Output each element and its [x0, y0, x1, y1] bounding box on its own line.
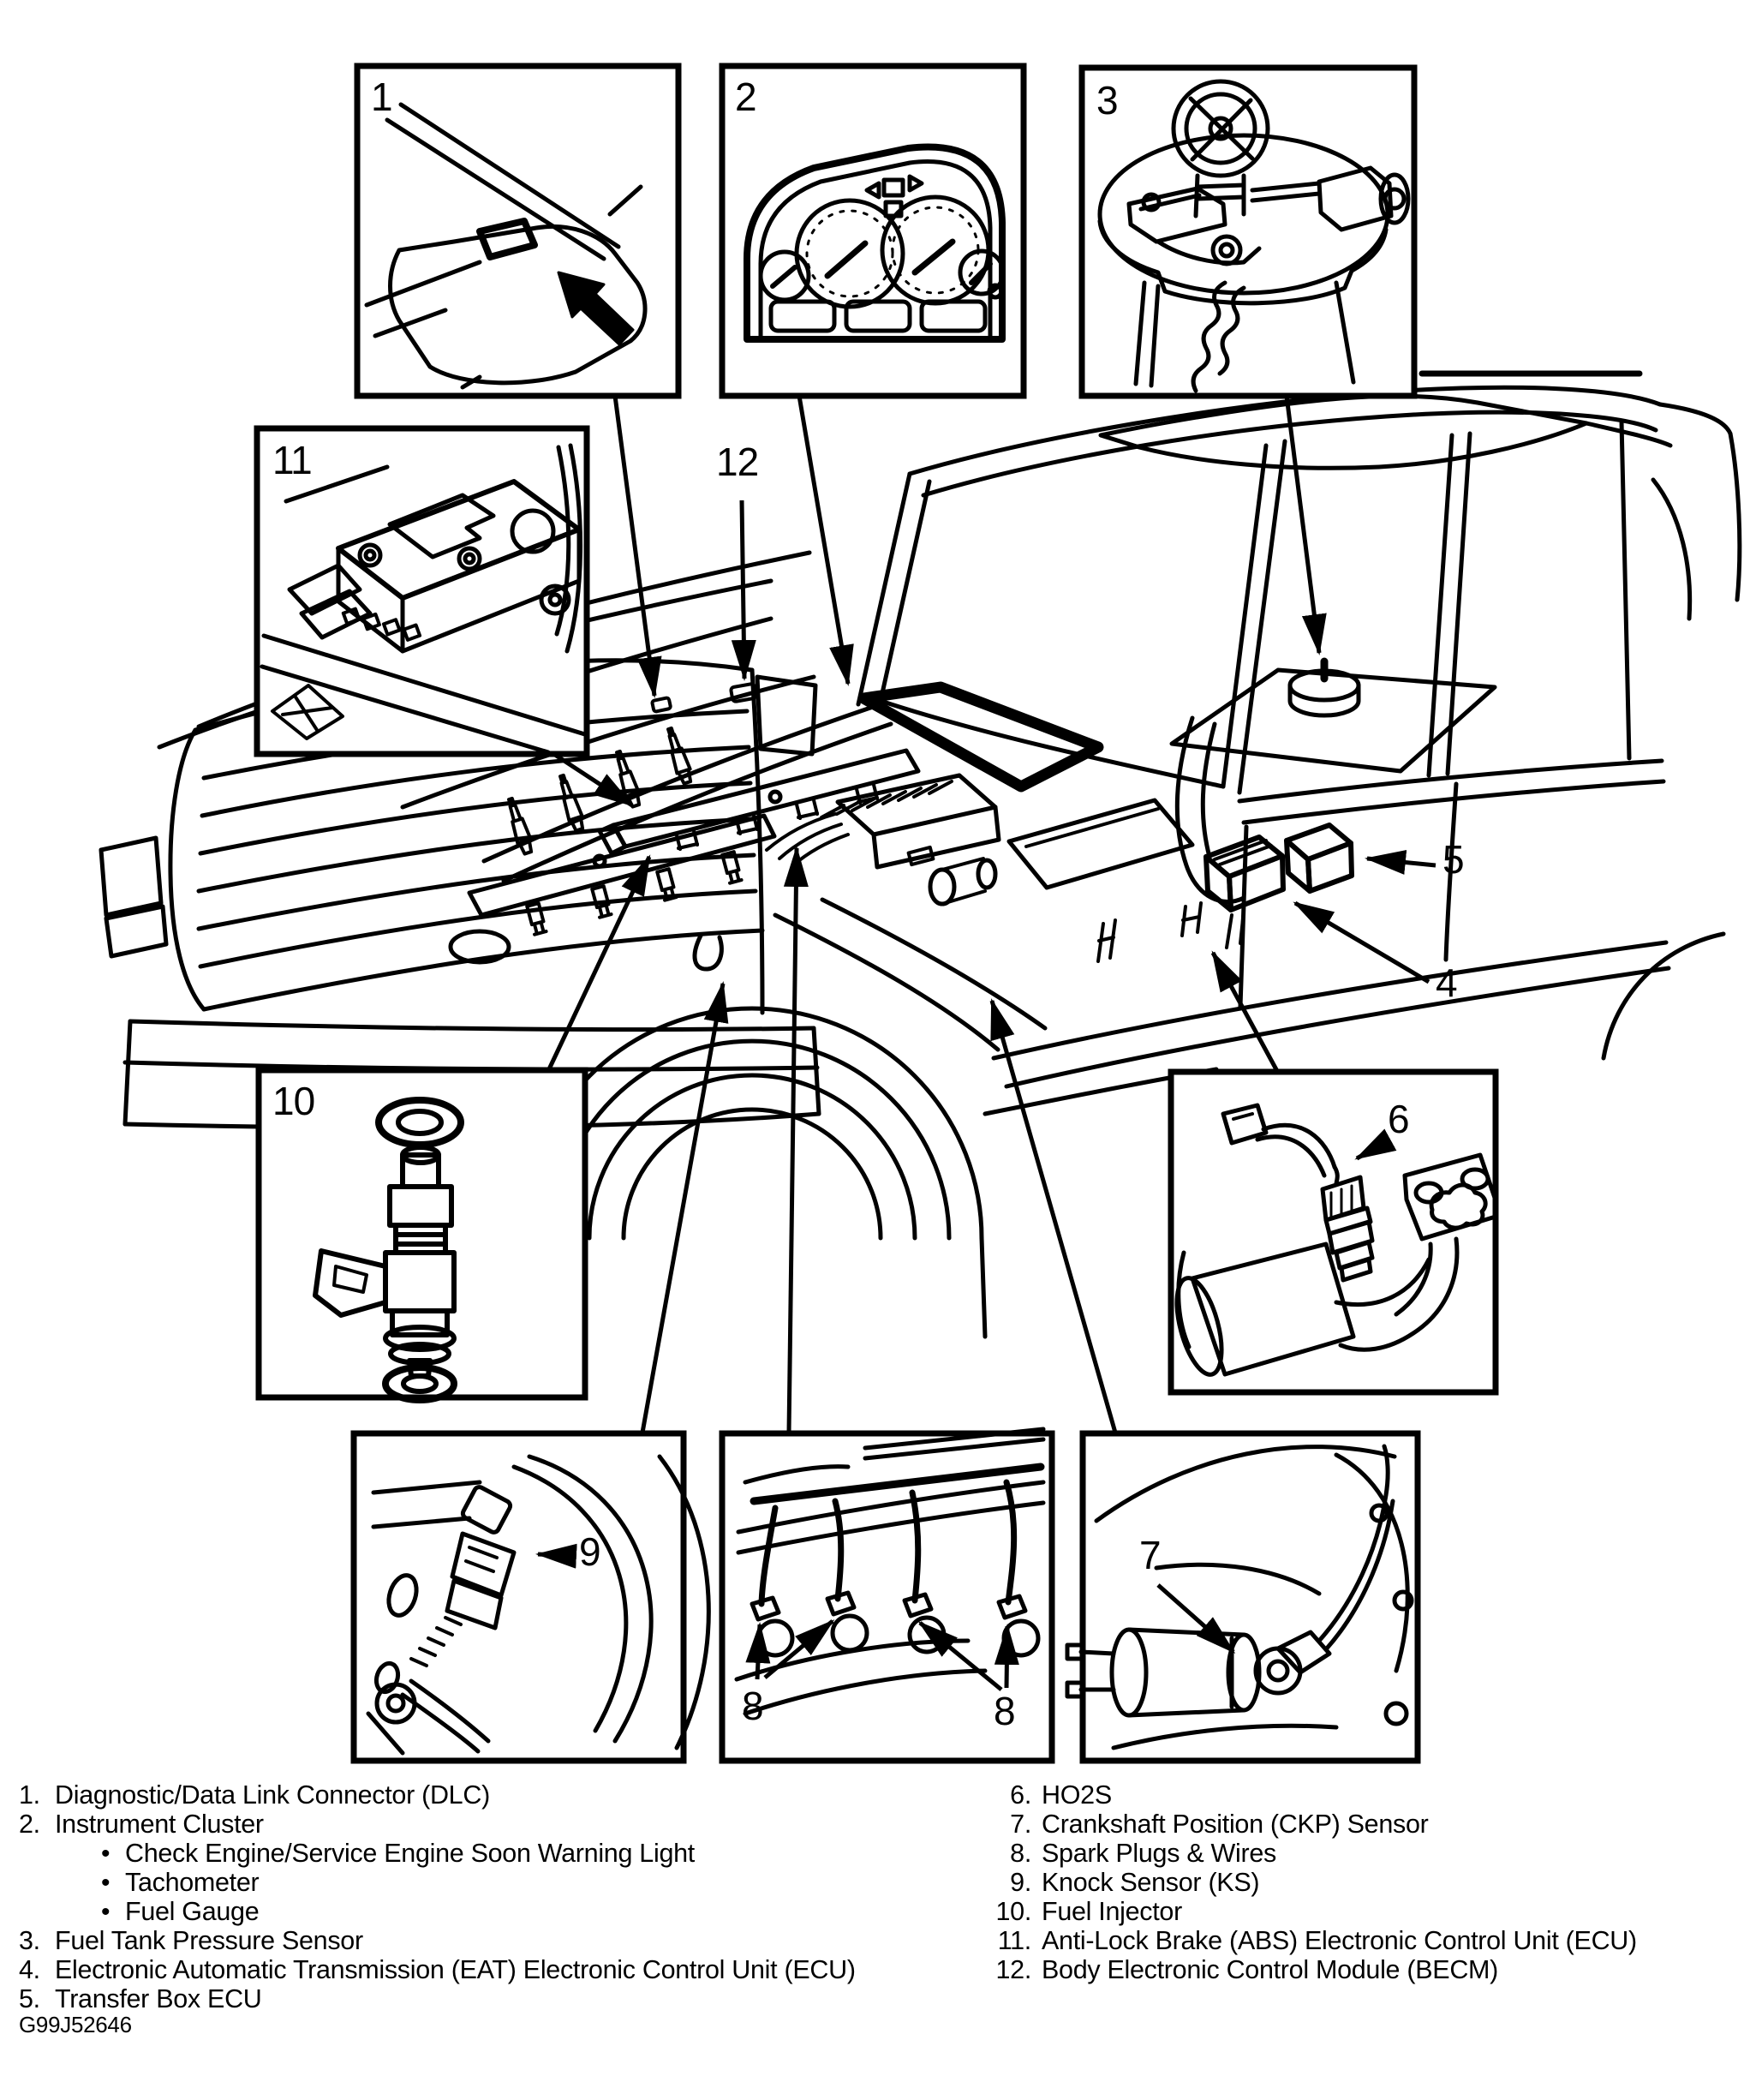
legend-text: Diagnostic/Data Link Connector (DLC) — [55, 1780, 490, 1810]
legend-item-1 — [19, 1780, 856, 1810]
callout-number-10: 10 — [272, 1079, 315, 1123]
legend-num: 12. — [995, 1955, 1031, 1984]
leader-box1-to-dlc — [615, 396, 654, 696]
legend-num: 4. — [19, 1955, 40, 1984]
callout-number-12: 12 — [716, 440, 759, 484]
callout-box-3-frame — [1082, 68, 1414, 396]
callout-number-3: 3 — [1096, 78, 1118, 123]
bullet-icon: • — [101, 1869, 110, 1897]
callout-number-1: 1 — [371, 75, 392, 119]
figure-code: G99J52646 — [19, 2012, 132, 2037]
callout-number-9: 9 — [579, 1529, 600, 1574]
legend-item-2-bullet-1 — [19, 1839, 856, 1868]
legend-num: 6. — [1010, 1780, 1031, 1810]
legend-text: Tachometer — [125, 1868, 260, 1897]
legend-item-8 — [977, 1839, 1637, 1868]
leader-box8-to-plugs — [789, 848, 797, 1433]
legend-item-2-bullet-2 — [19, 1868, 856, 1897]
callout-number-7: 7 — [1139, 1533, 1161, 1577]
legend-item-11 — [977, 1926, 1637, 1955]
callout-number-4: 4 — [1436, 960, 1457, 1005]
legend-text: Knock Sensor (KS) — [1042, 1868, 1260, 1897]
legend-text: Check Engine/Service Engine Soon Warning Light — [125, 1839, 695, 1868]
legend-num: 9. — [1010, 1868, 1031, 1897]
legend-num: 7. — [1010, 1810, 1031, 1839]
legend-item-2 — [19, 1810, 856, 1839]
legend-text: Instrument Cluster — [55, 1810, 264, 1839]
legend-item-10 — [977, 1897, 1637, 1926]
legend-text: HO2S — [1042, 1780, 1112, 1810]
callout-box-7-frame — [1083, 1433, 1418, 1761]
legend-text: Crankshaft Position (CKP) Sensor — [1042, 1810, 1429, 1839]
callout-number-6: 6 — [1388, 1097, 1409, 1141]
legend-num: 11. — [997, 1926, 1031, 1955]
callout-box-9-frame — [354, 1433, 684, 1761]
bullet-icon: • — [101, 1840, 110, 1868]
leader-label5-to-transfer-ecu — [1367, 859, 1436, 865]
leader-label8b-2 — [1006, 1626, 1007, 1688]
legend-text: Fuel Tank Pressure Sensor — [55, 1926, 363, 1955]
legend-num: 10. — [995, 1897, 1031, 1926]
bullet-icon: • — [101, 1898, 110, 1926]
callout-number-2: 2 — [735, 75, 756, 119]
leader-box9-to-knock-sensor — [642, 984, 723, 1433]
legend-text: Electronic Automatic Transmission (EAT) Electronic Control Unit (ECU) — [55, 1955, 856, 1984]
callout-number-8a: 8 — [742, 1684, 763, 1728]
legend-item-5 — [19, 1984, 856, 2013]
leader-box2-to-cluster — [799, 396, 848, 684]
legend-text: Body Electronic Control Module (BECM) — [1042, 1955, 1499, 1984]
legend-item-3 — [19, 1926, 856, 1955]
leader-label4-to-eat-ecu — [1295, 903, 1429, 982]
leader-label12-to-becm — [742, 500, 744, 679]
legend-text: Anti-Lock Brake (ABS) Electronic Control Unit (ECU) — [1042, 1926, 1637, 1955]
legend-right-column — [977, 1780, 1637, 1984]
legend-left-column — [19, 1780, 856, 2013]
callout-number-11: 11 — [272, 438, 312, 482]
legend-text: Fuel Injector — [1042, 1897, 1182, 1926]
legend-num: 1. — [19, 1780, 40, 1810]
legend-num: 3. — [19, 1926, 40, 1955]
legend-num: 5. — [19, 1984, 40, 2013]
callout-number-5: 5 — [1442, 837, 1464, 882]
leader-box3-to-tank-sensor — [1287, 396, 1319, 653]
legend-text: Fuel Gauge — [125, 1897, 260, 1926]
leader-label9-in-box — [538, 1554, 572, 1556]
legend-num: 8. — [1010, 1839, 1031, 1868]
legend-item-2-bullet-3 — [19, 1897, 856, 1926]
legend-text: Transfer Box ECU — [55, 1984, 262, 2013]
legend-item-12 — [977, 1955, 1637, 1984]
legend-item-6 — [977, 1780, 1637, 1810]
legend-item-9 — [977, 1868, 1637, 1897]
callout-number-8b: 8 — [994, 1689, 1015, 1733]
legend-item-7 — [977, 1810, 1637, 1839]
leader-label8a-1 — [757, 1624, 760, 1679]
legend-num: 2. — [19, 1810, 40, 1839]
legend-text: Spark Plugs & Wires — [1042, 1839, 1276, 1868]
legend-item-4 — [19, 1955, 856, 1984]
